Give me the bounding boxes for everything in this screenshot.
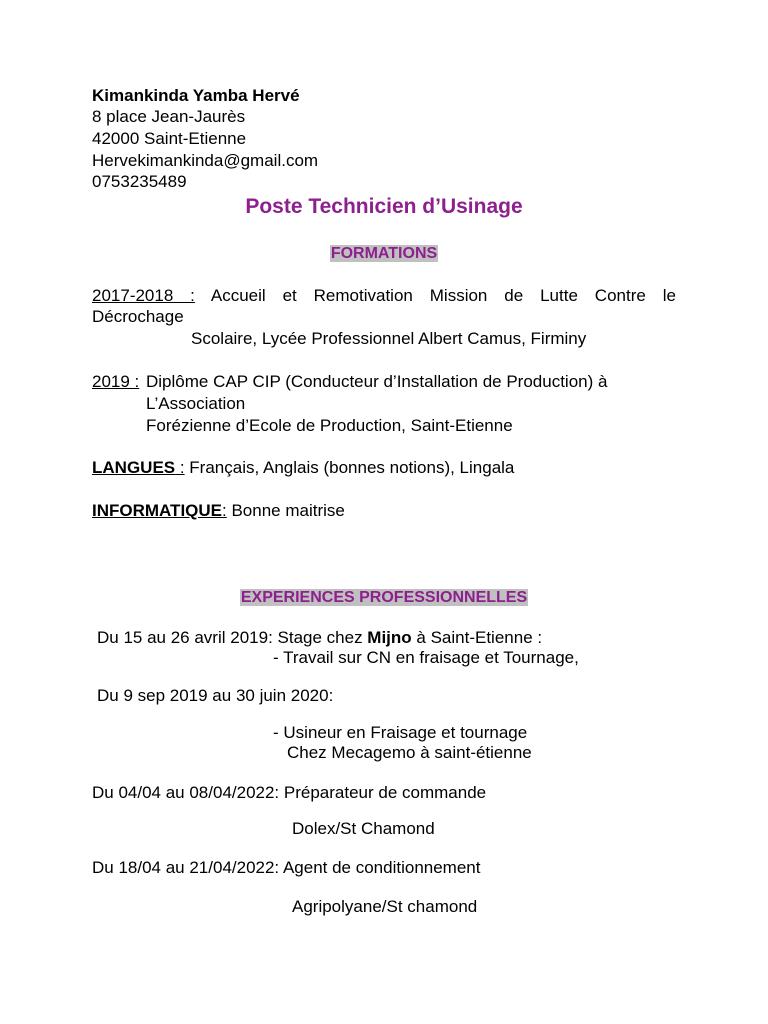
formation-2-date: 2019 :	[92, 372, 140, 391]
formation-1-word: de	[504, 286, 524, 305]
address-line-1: 8 place Jean-Jaurès	[92, 107, 246, 126]
langues-row	[92, 458, 514, 478]
informatique-value: Bonne maitrise	[226, 501, 345, 520]
experience-1-suffix: à Saint-Etienne :	[411, 628, 543, 647]
formation-2-line-1: Diplôme CAP CIP (Conducteur d’Installation de Production) à	[146, 372, 608, 391]
formation-1-word: le	[662, 286, 676, 305]
langues-separator: :	[175, 458, 185, 477]
experience-1-detail: - Travail sur CN en fraisage et Tournage,	[273, 648, 579, 667]
informatique-label: INFORMATIQUE	[92, 501, 223, 520]
formations-heading: FORMATIONS	[330, 245, 438, 262]
formation-1-word: Mission	[429, 286, 488, 305]
formation-1-date: 2017-2018 :	[92, 286, 195, 305]
formation-1-line-2: Décrochage	[92, 307, 184, 326]
email-text: Hervekimankinda@gmail.com	[92, 151, 319, 170]
formation-1-line-1	[92, 286, 676, 306]
formation-1-word: Remotivation	[313, 286, 413, 305]
formation-1-word: Accueil	[210, 286, 266, 305]
experience-2-detail-2: Chez Mecagemo à saint-étienne	[287, 743, 532, 762]
formation-2-line-3: Forézienne d’Ecole de Production, Saint-Etienne	[146, 416, 513, 435]
experience-1-line	[97, 628, 542, 648]
formation-1-word: Lutte	[540, 286, 578, 305]
langues-value: Français, Anglais (bonnes notions), Lingala	[184, 458, 515, 477]
informatique-row	[92, 501, 345, 521]
page-title: Poste Technicien d’Usinage	[245, 195, 523, 218]
experience-4-place: Agripolyane/St chamond	[292, 897, 478, 916]
formation-1-word: et	[282, 286, 297, 305]
experiences-heading: EXPERIENCES PROFESSIONNELLES	[240, 589, 528, 606]
experience-3-place: Dolex/St Chamond	[292, 819, 435, 838]
experience-4-line: Du 18/04 au 21/04/2022: Agent de conditionnement	[92, 858, 481, 877]
experience-1-prefix: Du 15 au 26 avril 2019: Stage chez	[97, 628, 368, 647]
formation-1-line-3: Scolaire, Lycée Professionnel Albert Camus, Firminy	[191, 329, 587, 348]
address-line-2: 42000 Saint-Etienne	[92, 129, 247, 148]
experience-3-line: Du 04/04 au 08/04/2022: Préparateur de commande	[92, 783, 487, 802]
experience-1-company: Mijno	[367, 628, 412, 647]
langues-label: LANGUES	[92, 458, 176, 477]
phone-text: 0753235489	[92, 172, 187, 191]
candidate-name: Kimankinda Yamba Hervé	[92, 86, 300, 105]
experience-2-detail-1: - Usineur en Fraisage et tournage	[273, 723, 528, 742]
formation-2-line-2: L’Association	[146, 394, 246, 413]
experiences-heading-row	[0, 587, 768, 607]
informatique-separator: :	[222, 501, 227, 520]
formation-1-word: Contre	[594, 286, 646, 305]
formations-heading-row	[0, 243, 768, 263]
experience-2-date: Du 9 sep 2019 au 30 juin 2020:	[97, 686, 334, 705]
